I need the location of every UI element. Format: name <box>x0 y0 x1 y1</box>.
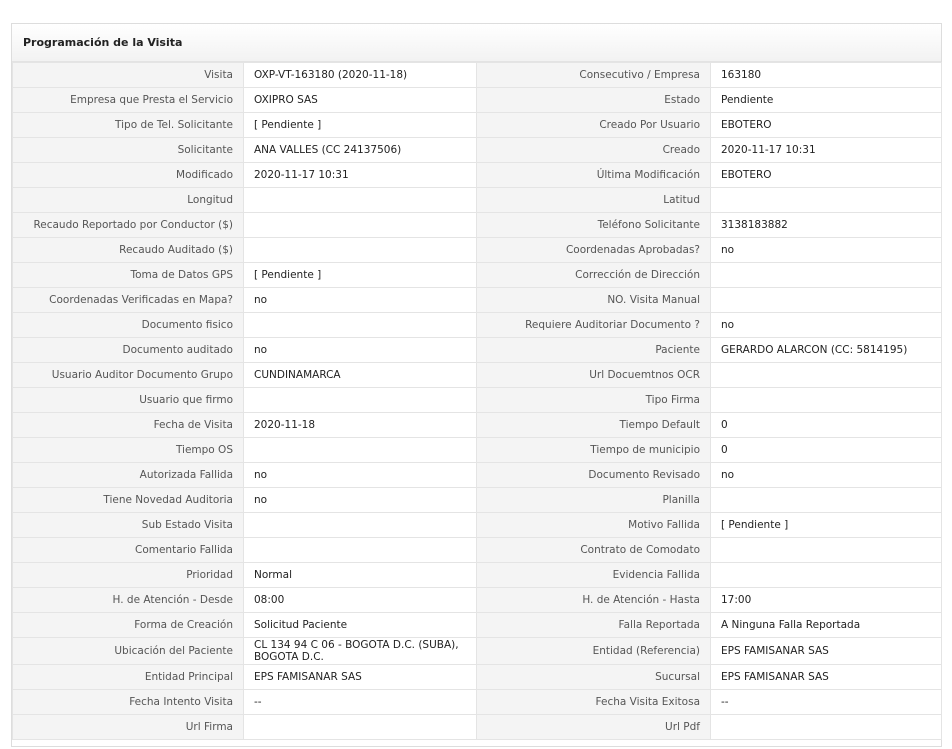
field-value-text: 163180 <box>721 69 762 81</box>
field-value-text: no <box>254 344 268 356</box>
field-label-text: Fecha de Visita <box>153 419 233 431</box>
field-value <box>244 488 477 513</box>
field-value <box>244 538 477 563</box>
field-label-text: Planilla <box>662 494 700 506</box>
table-row <box>13 488 942 513</box>
field-value-text: CUNDINAMARCA <box>254 369 341 381</box>
field-label-text: NO. Visita Manual <box>607 294 700 306</box>
field-label-text: Sub Estado Visita <box>141 519 233 531</box>
field-value-text: 17:00 <box>721 594 752 606</box>
field-value <box>244 363 477 388</box>
field-label <box>477 388 711 413</box>
field-label <box>477 288 711 313</box>
field-label <box>477 263 711 288</box>
field-label <box>477 363 711 388</box>
field-value <box>711 163 942 188</box>
field-label-text: Corrección de Dirección <box>575 269 700 281</box>
field-label-text: Consecutivo / Empresa <box>579 69 700 81</box>
field-label-text: Tiempo de municipio <box>590 444 700 456</box>
table-row <box>13 438 942 463</box>
visit-details-table <box>12 62 942 740</box>
field-value <box>711 113 942 138</box>
field-value <box>711 588 942 613</box>
field-label-text: Ubicación del Paciente <box>114 645 233 657</box>
field-label <box>477 613 711 638</box>
field-label <box>13 113 244 138</box>
field-label-text: Motivo Fallida <box>628 519 700 531</box>
field-label <box>13 488 244 513</box>
field-value-text: CL 134 94 C 06 - BOGOTA D.C. (SUBA), BOGOTA D.C. <box>254 639 459 663</box>
field-value <box>244 313 477 338</box>
field-label-text: Url Docuemtnos OCR <box>589 369 700 381</box>
field-value <box>711 213 942 238</box>
field-label-text: Estado <box>664 94 700 106</box>
field-label <box>13 463 244 488</box>
field-label-text: Evidencia Fallida <box>612 569 700 581</box>
field-label-text: Última Modificación <box>596 169 700 181</box>
field-label-text: Tiene Novedad Auditoria <box>103 494 233 506</box>
field-value <box>244 338 477 363</box>
field-label-text: Documento Revisado <box>588 469 700 481</box>
field-value <box>244 665 477 690</box>
field-label-text: Creado Por Usuario <box>599 119 700 131</box>
table-row <box>13 513 942 538</box>
field-label <box>13 538 244 563</box>
field-value-text: OXP-VT-163180 (2020-11-18) <box>254 69 408 81</box>
table-row <box>13 113 942 138</box>
field-value <box>711 488 942 513</box>
field-label-text: Falla Reportada <box>618 619 700 631</box>
field-value <box>711 313 942 338</box>
field-value-text: no <box>721 319 735 331</box>
field-label <box>13 288 244 313</box>
field-value <box>711 413 942 438</box>
field-label <box>13 563 244 588</box>
field-label-text: Creado <box>662 144 700 156</box>
field-label-text: Entidad (Referencia) <box>592 645 700 657</box>
field-label-text: Requiere Auditoriar Documento ? <box>525 319 700 331</box>
field-value-text: 2020-11-17 10:31 <box>254 169 349 181</box>
field-value <box>711 513 942 538</box>
table-row <box>13 213 942 238</box>
field-label-text: Prioridad <box>186 569 233 581</box>
field-label-text: Url Pdf <box>665 721 700 733</box>
field-label <box>477 188 711 213</box>
field-value <box>711 263 942 288</box>
field-label <box>13 665 244 690</box>
field-value <box>711 363 942 388</box>
field-label <box>477 488 711 513</box>
field-label-text: Tiempo Default <box>619 419 700 431</box>
field-label-text: Longitud <box>187 194 233 206</box>
field-label-text: Modificado <box>176 169 233 181</box>
field-label <box>477 638 711 665</box>
table-row <box>13 188 942 213</box>
field-value <box>244 263 477 288</box>
field-label-text: Paciente <box>655 344 700 356</box>
field-label-text: Autorizada Fallida <box>139 469 233 481</box>
table-row <box>13 563 942 588</box>
field-value <box>244 438 477 463</box>
table-row <box>13 538 942 563</box>
field-label-text: Latitud <box>663 194 700 206</box>
field-value-text: GERARDO ALARCON (CC: 5814195) <box>721 344 908 356</box>
field-value-text: -- <box>254 696 262 708</box>
field-label <box>13 238 244 263</box>
field-value <box>244 188 477 213</box>
field-label <box>13 338 244 363</box>
table-row <box>13 665 942 690</box>
field-label-text: Usuario que firmo <box>139 394 233 406</box>
field-label-text: Empresa que Presta el Servicio <box>70 94 233 106</box>
field-label <box>477 113 711 138</box>
field-value-text: EPS FAMISANAR SAS <box>254 671 362 683</box>
field-label-text: Recaudo Reportado por Conductor ($) <box>33 219 233 231</box>
table-row <box>13 638 942 665</box>
field-label-text: Contrato de Comodato <box>580 544 700 556</box>
visit-schedule-panel <box>11 23 942 747</box>
field-label <box>477 63 711 88</box>
field-label <box>13 613 244 638</box>
field-label-text: Url Firma <box>185 721 233 733</box>
field-label-text: H. de Atención - Desde <box>112 594 233 606</box>
table-row <box>13 263 942 288</box>
table-row <box>13 313 942 338</box>
field-label <box>477 163 711 188</box>
field-label-text: Coordenadas Aprobadas? <box>565 244 700 256</box>
table-row <box>13 163 942 188</box>
table-row <box>13 715 942 740</box>
field-value <box>244 513 477 538</box>
field-value <box>711 638 942 665</box>
field-label-text: Coordenadas Verificadas en Mapa? <box>49 294 233 306</box>
field-label-text: Visita <box>204 69 233 81</box>
field-label <box>13 715 244 740</box>
table-row <box>13 388 942 413</box>
field-value-text: no <box>721 469 735 481</box>
field-value <box>711 238 942 263</box>
table-row <box>13 690 942 715</box>
field-value <box>244 638 477 665</box>
field-value <box>244 388 477 413</box>
table-row <box>13 238 942 263</box>
field-label <box>13 413 244 438</box>
field-label <box>13 690 244 715</box>
field-value <box>244 588 477 613</box>
field-value-text: 0 <box>721 419 728 431</box>
field-value <box>244 413 477 438</box>
field-value <box>244 63 477 88</box>
field-label <box>477 213 711 238</box>
field-value-text: Pendiente <box>721 94 774 106</box>
field-label-text: Tipo Firma <box>645 394 700 406</box>
field-value <box>711 665 942 690</box>
field-value <box>711 288 942 313</box>
field-value-text: EBOTERO <box>721 169 772 181</box>
field-value <box>711 438 942 463</box>
field-label <box>477 338 711 363</box>
field-label <box>13 438 244 463</box>
field-value-text: 2020-11-17 10:31 <box>721 144 816 156</box>
field-label <box>477 438 711 463</box>
field-value-text: 3138183882 <box>721 219 788 231</box>
field-label <box>13 163 244 188</box>
field-label-text: Sucursal <box>655 671 700 683</box>
panel-title: Programación de la Visita <box>12 24 941 62</box>
field-label <box>13 63 244 88</box>
field-label-text: H. de Atención - Hasta <box>582 594 700 606</box>
field-value <box>244 288 477 313</box>
field-value <box>711 715 942 740</box>
field-label <box>477 88 711 113</box>
field-label <box>477 538 711 563</box>
field-label <box>477 413 711 438</box>
field-label <box>13 88 244 113</box>
field-label-text: Comentario Fallida <box>134 544 233 556</box>
field-value-text: 2020-11-18 <box>254 419 316 431</box>
field-value-text: Normal <box>254 569 292 581</box>
field-label-text: Documento auditado <box>122 344 233 356</box>
field-value <box>711 63 942 88</box>
table-row <box>13 88 942 113</box>
table-row <box>13 288 942 313</box>
field-value <box>244 715 477 740</box>
field-value <box>244 613 477 638</box>
field-label <box>13 188 244 213</box>
field-value <box>711 690 942 715</box>
field-label <box>477 665 711 690</box>
field-value-text: 0 <box>721 444 728 456</box>
field-label-text: Tipo de Tel. Solicitante <box>115 119 233 131</box>
field-label-text: Entidad Principal <box>144 671 233 683</box>
field-value-text: [ Pendiente ] <box>721 519 789 531</box>
field-value-text: [ Pendiente ] <box>254 269 322 281</box>
field-value <box>711 388 942 413</box>
field-value <box>244 238 477 263</box>
table-row <box>13 588 942 613</box>
field-value-text: no <box>254 294 268 306</box>
field-value <box>244 88 477 113</box>
table-row <box>13 413 942 438</box>
table-row <box>13 363 942 388</box>
field-label-text: Fecha Intento Visita <box>129 696 233 708</box>
field-value <box>244 213 477 238</box>
field-label-text: Tiempo OS <box>175 444 233 456</box>
field-label <box>13 213 244 238</box>
field-value-text: EPS FAMISANAR SAS <box>721 671 829 683</box>
field-label <box>13 638 244 665</box>
field-value-text: [ Pendiente ] <box>254 119 322 131</box>
field-label-text: Forma de Creación <box>134 619 233 631</box>
field-label <box>477 313 711 338</box>
field-value-text: OXIPRO SAS <box>254 94 318 106</box>
field-value <box>711 138 942 163</box>
field-value <box>244 463 477 488</box>
field-label-text: Fecha Visita Exitosa <box>595 696 700 708</box>
field-value <box>244 138 477 163</box>
field-value-text: no <box>254 469 268 481</box>
field-label <box>13 363 244 388</box>
field-label <box>477 563 711 588</box>
field-label-text: Toma de Datos GPS <box>130 269 233 281</box>
field-label <box>477 715 711 740</box>
field-label <box>477 138 711 163</box>
field-label <box>477 690 711 715</box>
field-value <box>244 690 477 715</box>
field-label <box>13 263 244 288</box>
field-value-text: -- <box>721 696 729 708</box>
field-value-text: EPS FAMISANAR SAS <box>721 645 829 657</box>
field-value-text: Solicitud Paciente <box>254 619 348 631</box>
table-row <box>13 613 942 638</box>
field-label-text: Teléfono Solicitante <box>597 219 700 231</box>
field-value-text: no <box>721 244 735 256</box>
field-value <box>711 338 942 363</box>
field-value <box>244 563 477 588</box>
field-value <box>244 113 477 138</box>
field-value <box>711 88 942 113</box>
field-label <box>13 513 244 538</box>
field-value <box>711 563 942 588</box>
field-label-text: Usuario Auditor Documento Grupo <box>51 369 233 381</box>
table-row <box>13 338 942 363</box>
field-value <box>711 463 942 488</box>
field-value <box>711 188 942 213</box>
field-value <box>244 163 477 188</box>
field-label-text: Documento fisico <box>141 319 233 331</box>
field-value-text: A Ninguna Falla Reportada <box>721 619 861 631</box>
table-row <box>13 138 942 163</box>
field-value <box>711 538 942 563</box>
field-value <box>711 613 942 638</box>
field-value-text: no <box>254 494 268 506</box>
table-row <box>13 463 942 488</box>
field-label <box>477 238 711 263</box>
field-label <box>13 588 244 613</box>
field-label-text: Recaudo Auditado ($) <box>119 244 233 256</box>
field-label <box>477 588 711 613</box>
field-label-text: Solicitante <box>177 144 233 156</box>
field-label <box>13 138 244 163</box>
table-row <box>13 63 942 88</box>
field-value-text: 08:00 <box>254 594 285 606</box>
field-label <box>13 388 244 413</box>
field-label <box>477 513 711 538</box>
field-label <box>477 463 711 488</box>
field-label <box>13 313 244 338</box>
field-value-text: EBOTERO <box>721 119 772 131</box>
field-value-text: ANA VALLES (CC 24137506) <box>254 144 402 156</box>
